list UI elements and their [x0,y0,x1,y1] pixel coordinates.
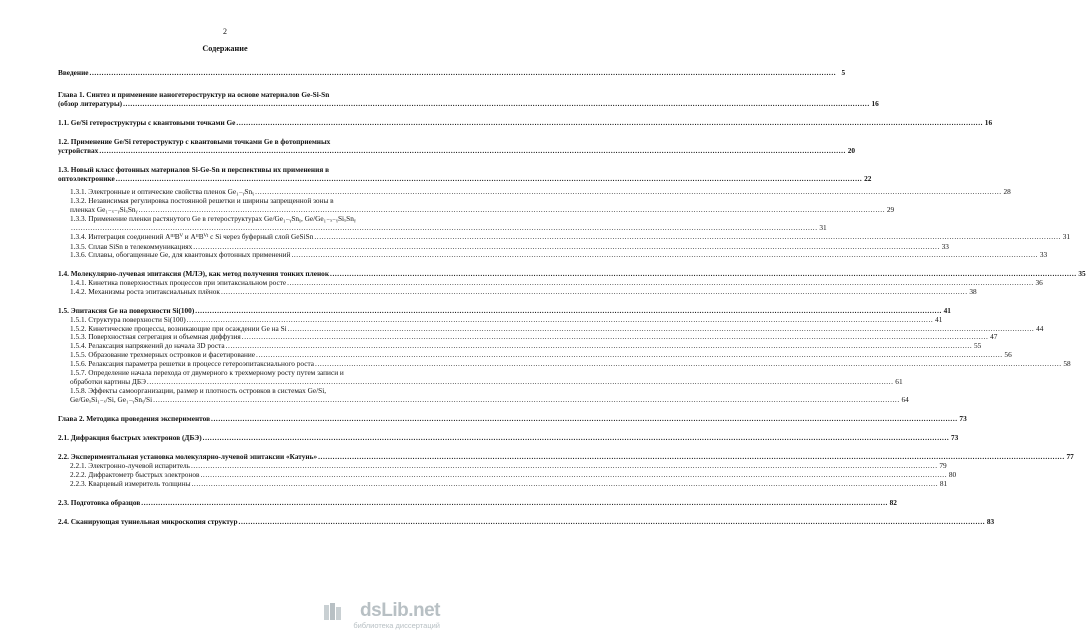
toc-entry[interactable] [70,187,1011,196]
toc-entry-text: 1.5.4. Релаксация напряжений до начала 3D роста [70,341,225,350]
toc-entry[interactable] [58,165,872,183]
toc-entry-text: 2.2.3. Кварцевый измеритель толщины [70,479,191,488]
dot-leader [139,205,886,214]
toc-entry-text: 1.5.7. Определение начала перехода от двумерного к трехмерному росту путем записи и [70,368,344,377]
dot-leader [71,223,818,232]
toc-entry-text: 1.5.8. Эффекты самоорганизации, размер и плотность островков в системах Ge/Si, [70,386,327,395]
toc-entry[interactable] [58,137,855,155]
toc-entry[interactable] [70,479,948,488]
toc-entry-text: 1.4. Молекулярно-лучевая эпитаксия (МЛЭ), как метод получения тонких пленок [58,269,330,278]
dot-leader [90,68,837,77]
toc-entry-text: Глава 2. Методика проведения экспериментов [58,414,211,423]
toc-entry-text: 1.3. Новый класс фотонных материалов Si-Ge-Sn и перспективы их применения в [58,165,330,174]
toc-entry-text: Введение [58,68,89,77]
dot-leader [314,232,1061,241]
toc-entry-text: 1.2. Применение Ge/Si гетероструктур с квантовыми точками Ge в фотоприемных [58,137,331,146]
toc-entry-text: 1.1. Ge/Si гетероструктуры с квантовыми точками Ge [58,118,236,127]
toc-entry-text: устройствах [58,146,99,155]
toc-entry-text: 1.3.6. Сплавы, обогащенные Ge, для квантовых фотонных применений [70,250,291,259]
toc-page-number: 36 [1035,278,1043,287]
toc-entry-text: 1.5.6. Релаксация параметра решетки в процессе гетероэпитаксиального роста [70,359,315,368]
toc-entry[interactable] [70,470,957,479]
toc-page-number: 16 [871,99,879,108]
toc-entry-text: 1.3.2. Независимая регулировка постоянной решетки и ширины запрещенной зоны в [70,196,334,205]
toc-entry[interactable] [70,359,1071,368]
dot-leader [147,377,894,386]
toc-entry[interactable] [58,517,995,526]
dot-leader [330,269,1077,278]
toc-entry-text: Глава 1. Синтез и применение наногетероструктур на основе материалов Ge-Si-Sn [58,90,330,99]
toc-entry[interactable] [70,315,943,324]
dot-leader [187,315,934,324]
dot-leader [236,118,983,127]
toc-entry-text: Ge/GeₓSi₁₋ₓ/Si, Ge₁₋ᵧSnᵧ/Si [70,395,153,404]
toc-entry-text: 2.3. Подготовка образцов [58,498,141,507]
toc-entry-text: 1.5.1. Структура поверхности Si(100) [70,315,186,324]
dot-leader [191,461,938,470]
toc-page-number: 29 [886,205,895,214]
dot-leader [291,250,1038,259]
toc-page-number: 38 [969,287,977,296]
toc-page-number: 80 [948,470,957,479]
dot-leader [192,479,939,488]
toc-entry-text: обработки картины ДБЭ [70,377,146,386]
dot-leader [123,99,870,108]
toc-page-number: 33 [941,242,949,251]
toc-entry-text: оптоэлектронике [58,174,115,183]
toc-entry[interactable] [58,452,1074,461]
toc-entry[interactable] [58,433,959,442]
dot-leader [99,146,846,155]
toc-page-number: 83 [986,517,995,526]
toc-entry[interactable] [70,332,998,341]
toc-entry-text: пленках Ge₁₋ₓ₋ᵧSiₓSnᵧ [70,205,138,214]
toc-entry-text: 1.4.1. Кинетика поверхностных процессов при эпитаксиальном росте [70,278,287,287]
watermark-logo [322,600,440,630]
dot-leader [255,187,1002,196]
toc-entry-text: 1.4.2. Механизмы роста эпитаксиальных плёнок [70,287,220,296]
toc-page-number: 5 [841,68,846,77]
toc-entry-text: 1.5.2. Кинетические процессы, возникающие при осаждении Ge на Si [70,324,287,333]
dot-leader [226,341,973,350]
dot-leader [239,517,986,526]
toc-entry[interactable] [70,287,977,296]
toc-entry-text: 1.3.5. Сплав SiSn в телекоммуникациях [70,242,193,251]
toc-entry[interactable] [70,341,982,350]
toc-entry[interactable] [58,498,897,507]
toc-page-number: 35 [1078,269,1086,278]
dot-leader [242,332,989,341]
toc-entry[interactable] [58,68,846,77]
page-number: 2 [223,27,227,36]
toc-entry[interactable] [58,269,1086,278]
toc-page-number: 28 [1003,187,1011,196]
toc-title: Содержание [202,44,248,53]
toc-entry[interactable] [58,90,879,108]
toc-page-number: 31 [819,223,827,232]
toc-entry[interactable] [70,278,1043,287]
toc-page-number: 41 [943,306,951,315]
toc-page-number: 81 [939,479,948,488]
dot-leader [141,498,888,507]
toc-page-number: 77 [1066,452,1074,461]
toc-entry-text: 1.5.5. Образование трехмерных островков и фасетирование [70,350,256,359]
toc-page-number: 16 [984,118,993,127]
toc-entry-text: 2.2. Экспериментальная установка молекулярно-лучевой эпитаксии «Катунь» [58,452,318,461]
toc-page-number: 41 [935,315,943,324]
toc-page-number: 58 [1063,359,1071,368]
toc-page-number: 44 [1036,324,1044,333]
dot-leader [153,395,900,404]
dot-leader [203,433,950,442]
dot-leader [256,350,1003,359]
toc-entry-text: 1.3.3. Применение пленки растянутого Ge в гетероструктурах Ge/Ge₁₋ᵧSnᵧ, Ge/Ge₁₋ₓ₋ᵧSiₓSnᵧ [70,214,356,223]
toc-page-number: 79 [939,461,947,470]
toc-page-number: 55 [974,341,982,350]
toc-page-number: 31 [1062,232,1071,241]
toc-entry[interactable] [70,214,827,232]
toc-entry[interactable] [70,196,895,214]
toc-entry[interactable] [58,118,993,127]
toc-entry-text: 1.5. Эпитаксия Ge на поверхности Si(100) [58,306,195,315]
book-stack-icon [322,602,344,622]
toc-page-number: 22 [864,174,872,183]
toc-entry[interactable] [70,386,909,404]
toc-page-number: 47 [990,332,998,341]
toc-page-number: 73 [951,433,959,442]
toc-entry[interactable] [58,306,951,315]
dot-leader [318,452,1065,461]
toc-page-number: 73 [959,414,967,423]
watermark-brand: dsLib.net [360,600,440,621]
toc-entry-text: 2.2.1. Электронно-лучевой испаритель [70,461,190,470]
toc-page-number: 82 [889,498,897,507]
toc-page-number: 64 [901,395,909,404]
watermark-tagline: библиотека диссертаций [353,621,440,630]
toc-entry[interactable] [70,461,947,470]
toc-entry[interactable] [70,232,1071,241]
toc-entry-text: 2.1. Дифракция быстрых электронов (ДБЭ) [58,433,202,442]
dot-leader [287,278,1034,287]
toc-entry-text: 2.4. Сканирующая туннельная микроскопия структур [58,517,238,526]
toc-page-number: 20 [847,146,855,155]
toc-entry-text: 1.5.3. Поверхностная сегрегация и объемная диффузия [70,332,241,341]
toc-entry-text: 1.3.4. Интеграция соединений AᴵᴵᴵBⱽ и AᴵᴵBⱽᴵ с Si через буферный слой GeSiSn [70,232,314,241]
dot-leader [315,359,1062,368]
dot-leader [116,174,863,183]
toc-entry[interactable] [58,414,967,423]
toc-entry[interactable] [70,350,1012,359]
toc-entry[interactable] [70,368,903,386]
dot-leader [211,414,958,423]
toc-page-number: 33 [1039,250,1048,259]
dot-leader [200,470,947,479]
toc-entry-text: (обзор литературы) [58,99,123,108]
dot-leader [195,306,942,315]
toc-entry-text: 1.3.1. Электронные и оптические свойства пленок Ge₁₋ᵧSnᵧ [70,187,255,196]
toc-page-number: 61 [895,377,903,386]
toc-entry-text: 2.2.2. Дифрактометр быстрых электронов [70,470,200,479]
toc-page-number: 56 [1004,350,1012,359]
dot-leader [221,287,968,296]
toc-entry[interactable] [70,250,1048,259]
